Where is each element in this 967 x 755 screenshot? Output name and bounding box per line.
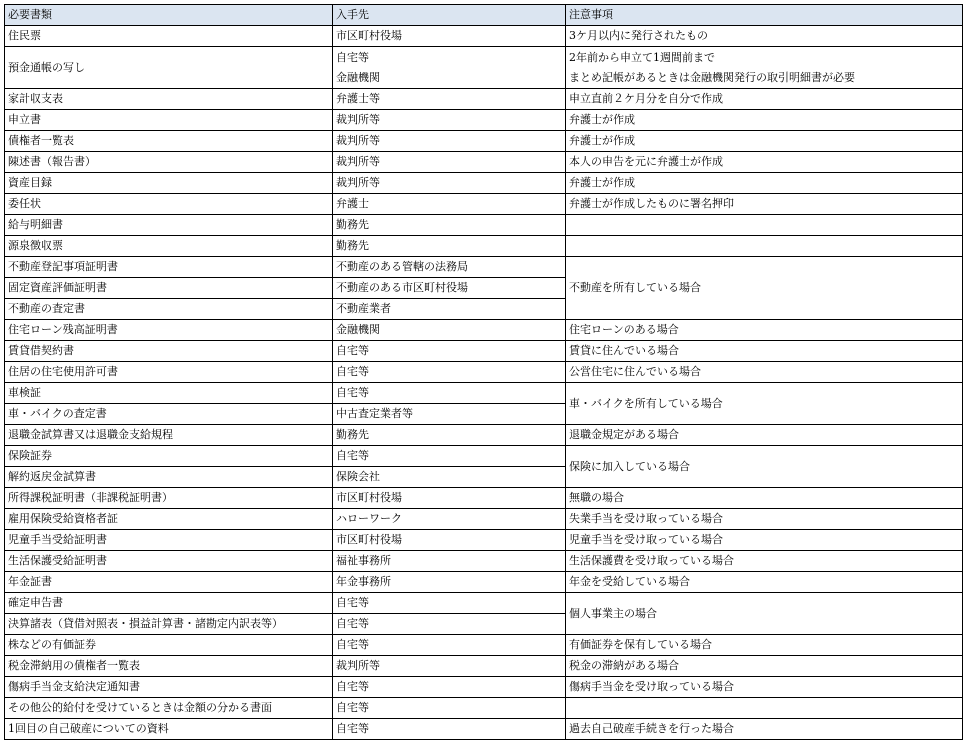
note-cell: 無職の場合 bbox=[566, 488, 963, 509]
note-cell bbox=[566, 236, 963, 257]
note-cell: 不動産を所有している場合 bbox=[566, 257, 963, 320]
note-cell: 児童手当を受け取っている場合 bbox=[566, 530, 963, 551]
header-notes: 注意事項 bbox=[566, 5, 963, 26]
note-line: まとめ記帳があるときは金融機関発行の取引明細書が必要 bbox=[569, 70, 855, 84]
note-cell: 弁護士が作成 bbox=[566, 173, 963, 194]
document-cell: 児童手当受給証明書 bbox=[5, 530, 333, 551]
header-document: 必要書類 bbox=[5, 5, 333, 26]
document-cell: 源泉徴収票 bbox=[5, 236, 333, 257]
document-cell: 所得課税証明書（非課税証明書） bbox=[5, 488, 333, 509]
note-cell bbox=[566, 215, 963, 236]
document-cell: 住民票 bbox=[5, 26, 333, 47]
source-cell: 自宅等 bbox=[333, 614, 566, 635]
source-cell: 市区町村役場 bbox=[333, 530, 566, 551]
source-cell: 自宅等 bbox=[333, 677, 566, 698]
document-cell: 車・バイクの査定書 bbox=[5, 404, 333, 425]
table-row bbox=[5, 488, 963, 509]
document-cell: 税金滞納用の債権者一覧表 bbox=[5, 656, 333, 677]
table-row bbox=[5, 383, 963, 404]
document-cell: 債権者一覧表 bbox=[5, 131, 333, 152]
note-cell: 車・バイクを所有している場合 bbox=[566, 383, 963, 425]
source-cell: 勤務先 bbox=[333, 425, 566, 446]
table-row bbox=[5, 89, 963, 110]
header-source: 入手先 bbox=[333, 5, 566, 26]
table-row bbox=[5, 446, 963, 467]
source-cell: 年金事務所 bbox=[333, 572, 566, 593]
document-cell: 不動産登記事項証明書 bbox=[5, 257, 333, 278]
note-cell: 本人の申告を元に弁護士が作成 bbox=[566, 152, 963, 173]
document-cell: 申立書 bbox=[5, 110, 333, 131]
source-cell: 弁護士等 bbox=[333, 89, 566, 110]
table-row bbox=[5, 719, 963, 740]
table-row bbox=[5, 509, 963, 530]
source-cell: 金融機関 bbox=[333, 320, 566, 341]
source-cell: 裁判所等 bbox=[333, 152, 566, 173]
document-cell: 委任状 bbox=[5, 194, 333, 215]
source-cell: 自宅等 bbox=[333, 635, 566, 656]
table-row bbox=[5, 194, 963, 215]
note-cell: 保険に加入している場合 bbox=[566, 446, 963, 488]
note-cell: 公営住宅に住んでいる場合 bbox=[566, 362, 963, 383]
document-cell: 賃貸借契約書 bbox=[5, 341, 333, 362]
source-cell: 不動産のある市区町村役場 bbox=[333, 278, 566, 299]
note-cell: 失業手当を受け取っている場合 bbox=[566, 509, 963, 530]
source-line: 金融機関 bbox=[336, 70, 380, 84]
note-cell: 税金の滞納がある場合 bbox=[566, 656, 963, 677]
source-cell: 自宅等 bbox=[333, 362, 566, 383]
note-cell: 弁護士が作成 bbox=[566, 110, 963, 131]
note-cell: 弁護士が作成 bbox=[566, 131, 963, 152]
table-row bbox=[5, 551, 963, 572]
document-cell: 陳述書（報告書） bbox=[5, 152, 333, 173]
table-row bbox=[5, 173, 963, 194]
table-row bbox=[5, 320, 963, 341]
note-cell: 3ケ月以内に発行されたもの bbox=[566, 26, 963, 47]
note-cell: 年金を受給している場合 bbox=[566, 572, 963, 593]
source-cell bbox=[333, 47, 566, 89]
source-cell: 自宅等 bbox=[333, 698, 566, 719]
note-cell: 住宅ローンのある場合 bbox=[566, 320, 963, 341]
table-row bbox=[5, 131, 963, 152]
table-row bbox=[5, 698, 963, 719]
note-cell: 個人事業主の場合 bbox=[566, 593, 963, 635]
source-cell: 自宅等 bbox=[333, 446, 566, 467]
document-cell: 預金通帳の写し bbox=[5, 47, 333, 89]
source-cell: 勤務先 bbox=[333, 215, 566, 236]
table-row bbox=[5, 677, 963, 698]
source-cell: 不動産のある管轄の法務局 bbox=[333, 257, 566, 278]
document-cell: 年金証書 bbox=[5, 572, 333, 593]
table-row bbox=[5, 656, 963, 677]
source-cell: 不動産業者 bbox=[333, 299, 566, 320]
source-cell: 裁判所等 bbox=[333, 131, 566, 152]
document-cell: 給与明細書 bbox=[5, 215, 333, 236]
note-cell bbox=[566, 47, 963, 89]
table-row bbox=[5, 110, 963, 131]
document-cell: 傷病手当金支給決定通知書 bbox=[5, 677, 333, 698]
source-cell: 市区町村役場 bbox=[333, 26, 566, 47]
table-row bbox=[5, 152, 963, 173]
source-cell: 勤務先 bbox=[333, 236, 566, 257]
table-row bbox=[5, 215, 963, 236]
header-row bbox=[5, 5, 963, 26]
table-row bbox=[5, 236, 963, 257]
note-cell: 傷病手当金を受け取っている場合 bbox=[566, 677, 963, 698]
table-row bbox=[5, 635, 963, 656]
document-cell: 固定資産評価証明書 bbox=[5, 278, 333, 299]
document-cell: 1回目の自己破産についての資料 bbox=[5, 719, 333, 740]
table-row bbox=[5, 257, 963, 278]
source-cell: 裁判所等 bbox=[333, 110, 566, 131]
table-row bbox=[5, 362, 963, 383]
note-cell: 有価証券を保有している場合 bbox=[566, 635, 963, 656]
note-cell: 賃貸に住んでいる場合 bbox=[566, 341, 963, 362]
source-cell: ハローワーク bbox=[333, 509, 566, 530]
table-row bbox=[5, 530, 963, 551]
note-cell: 弁護士が作成したものに署名押印 bbox=[566, 194, 963, 215]
source-line: 自宅等 bbox=[336, 50, 369, 64]
source-cell: 中古査定業者等 bbox=[333, 404, 566, 425]
document-cell: 生活保護受給証明書 bbox=[5, 551, 333, 572]
document-cell: 家計収支表 bbox=[5, 89, 333, 110]
document-cell: 決算諸表（貸借対照表・損益計算書・諸勘定内訳表等） bbox=[5, 614, 333, 635]
note-cell: 生活保護費を受け取っている場合 bbox=[566, 551, 963, 572]
source-cell: 福祉事務所 bbox=[333, 551, 566, 572]
document-cell: 確定申告書 bbox=[5, 593, 333, 614]
note-line: 2年前から申立て1週間前まで bbox=[569, 50, 715, 64]
source-cell: 自宅等 bbox=[333, 341, 566, 362]
table-row bbox=[5, 572, 963, 593]
table-row bbox=[5, 47, 963, 89]
note-cell: 申立直前２ケ月分を自分で作成 bbox=[566, 89, 963, 110]
source-cell: 弁護士 bbox=[333, 194, 566, 215]
table-row bbox=[5, 593, 963, 614]
note-cell: 退職金規定がある場合 bbox=[566, 425, 963, 446]
source-cell: 保険会社 bbox=[333, 467, 566, 488]
document-cell: 不動産の査定書 bbox=[5, 299, 333, 320]
document-cell: 雇用保険受給資格者証 bbox=[5, 509, 333, 530]
document-cell: 車検証 bbox=[5, 383, 333, 404]
document-cell: 住宅ローン残高証明書 bbox=[5, 320, 333, 341]
document-cell: 解約返戻金試算書 bbox=[5, 467, 333, 488]
document-cell: 住居の住宅使用許可書 bbox=[5, 362, 333, 383]
required-documents-table bbox=[4, 4, 963, 740]
document-cell: 退職金試算書又は退職金支給規程 bbox=[5, 425, 333, 446]
document-cell: 株などの有価証券 bbox=[5, 635, 333, 656]
document-cell: 保険証券 bbox=[5, 446, 333, 467]
table-row bbox=[5, 341, 963, 362]
document-cell: 資産目録 bbox=[5, 173, 333, 194]
table-row bbox=[5, 26, 963, 47]
document-cell: その他公的給付を受けているときは金額の分かる書面 bbox=[5, 698, 333, 719]
source-cell: 裁判所等 bbox=[333, 173, 566, 194]
note-cell: 過去自己破産手続きを行った場合 bbox=[566, 719, 963, 740]
note-cell bbox=[566, 698, 963, 719]
source-cell: 自宅等 bbox=[333, 719, 566, 740]
source-cell: 裁判所等 bbox=[333, 656, 566, 677]
source-cell: 市区町村役場 bbox=[333, 488, 566, 509]
source-cell: 自宅等 bbox=[333, 593, 566, 614]
source-cell: 自宅等 bbox=[333, 383, 566, 404]
table-row bbox=[5, 425, 963, 446]
